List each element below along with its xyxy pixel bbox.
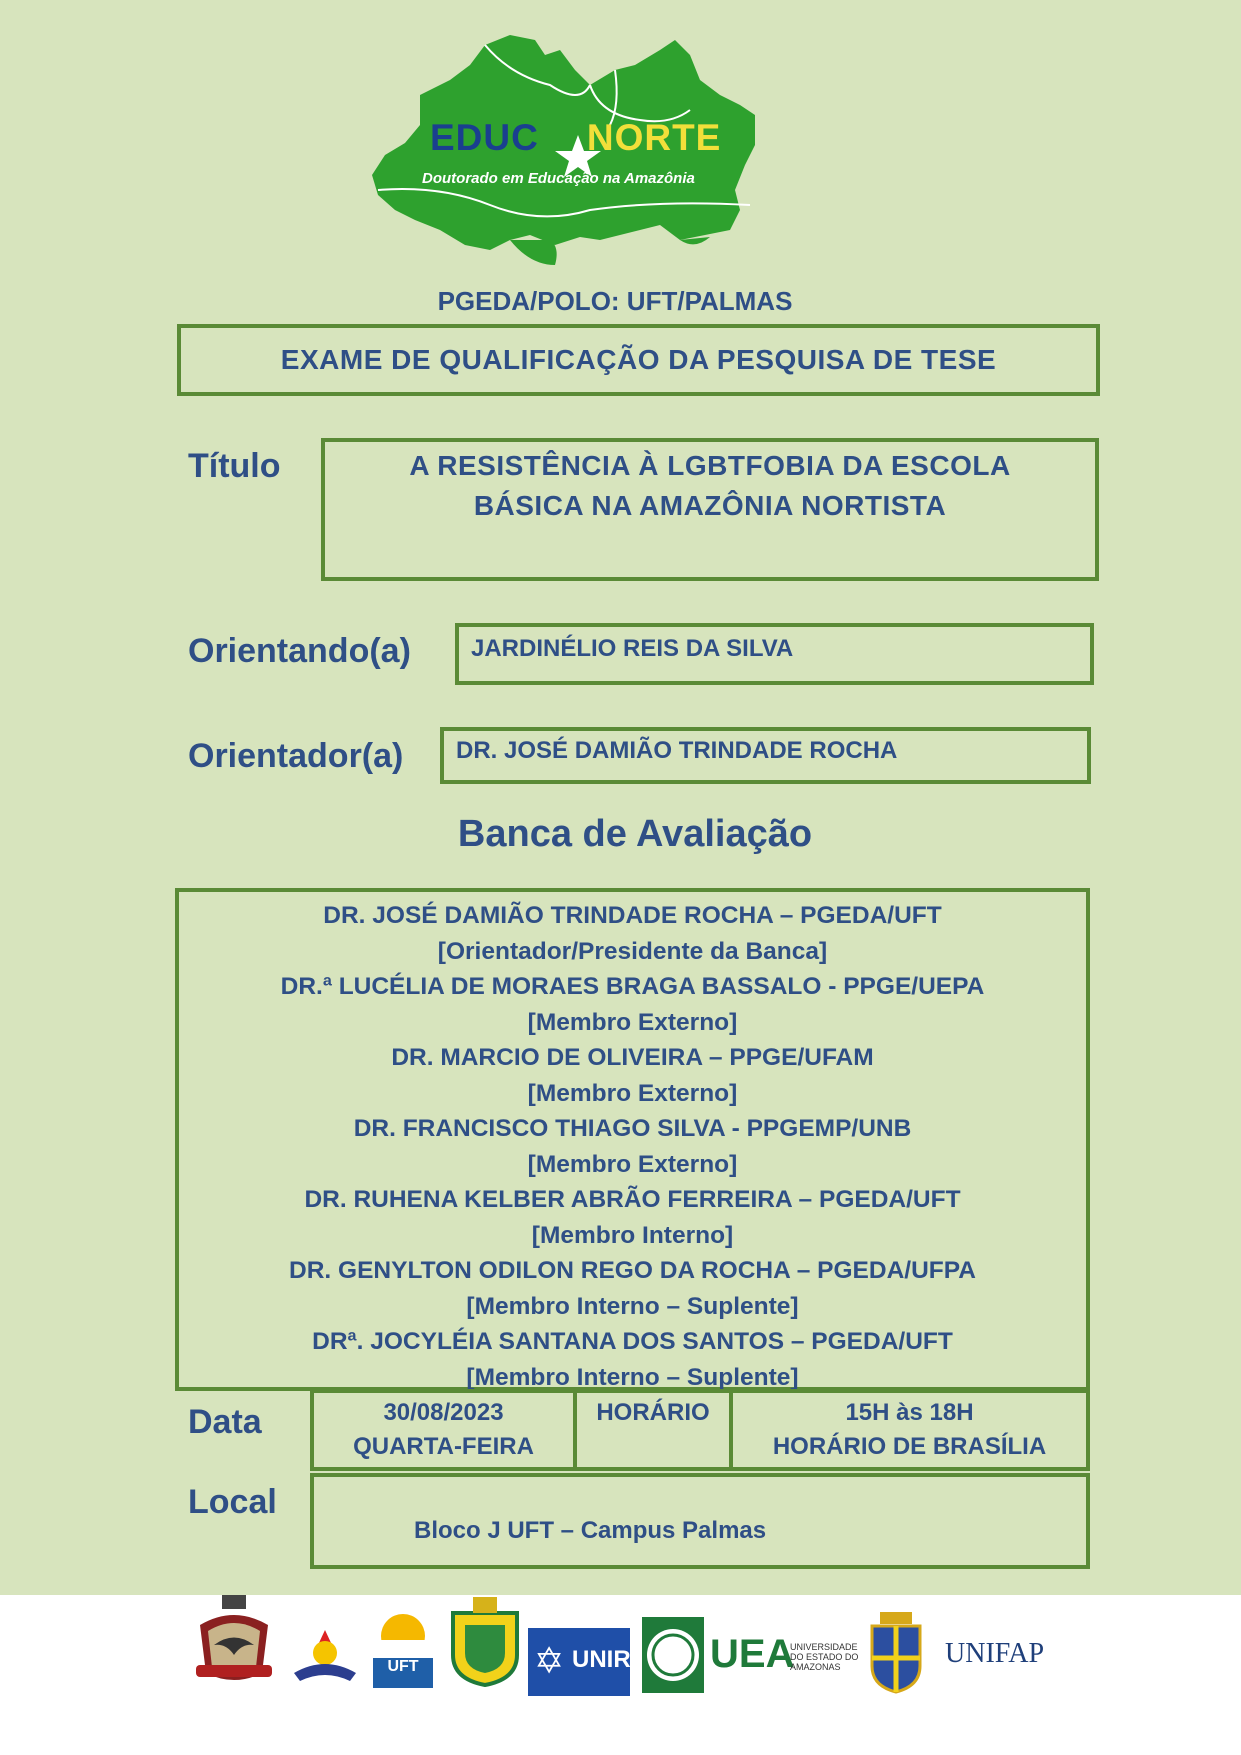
local-box bbox=[310, 1473, 1090, 1569]
banca-member-role: [Membro Interno – Suplente] bbox=[466, 1363, 799, 1391]
uft-logo bbox=[365, 1608, 441, 1694]
brand-tagline: Doutorado em Educação na Amazônia bbox=[422, 170, 695, 187]
uea-subtext-2: DO ESTADO DO bbox=[790, 1652, 859, 1662]
banca-member bbox=[179, 1324, 1086, 1395]
banca-member bbox=[179, 898, 1086, 969]
date-weekday: QUARTA-FEIRA bbox=[353, 1433, 534, 1460]
orientador-label: Orientador(a) bbox=[188, 737, 404, 775]
banca-member-role: [Membro Externo] bbox=[527, 1150, 738, 1178]
exam-title-box bbox=[177, 324, 1100, 396]
orientando-label: Orientando(a) bbox=[188, 632, 411, 670]
exam-title: EXAME DE QUALIFICAÇÃO DA PESQUISA DE TESE bbox=[280, 344, 997, 375]
orientador-box bbox=[440, 727, 1091, 784]
banca-member bbox=[179, 1111, 1086, 1182]
uea-text: UEA bbox=[710, 1632, 795, 1676]
uea-logo bbox=[710, 1630, 860, 1680]
banca-member-role: [Membro Interno – Suplente] bbox=[466, 1292, 799, 1320]
uft-text: UFT bbox=[387, 1658, 419, 1675]
uea-subtext-1: UNIVERSIDADE bbox=[790, 1642, 858, 1652]
sun-book-icon bbox=[290, 1625, 360, 1685]
uea-subtext-3: AMAZONAS bbox=[790, 1662, 841, 1672]
ufac-shield-icon bbox=[866, 1612, 926, 1696]
brand-name bbox=[430, 117, 770, 159]
local-label: Local bbox=[188, 1483, 277, 1521]
shield-crest-icon bbox=[443, 1595, 527, 1687]
orientador-name: DR. JOSÉ DAMIÃO TRINDADE ROCHA bbox=[456, 737, 898, 764]
brand-name-left: EDUC bbox=[430, 117, 539, 158]
polo-heading: PGEDA/POLO: UFT/PALMAS bbox=[437, 286, 793, 316]
banca-member-role: [Orientador/Presidente da Banca] bbox=[437, 937, 828, 965]
ufac-logo bbox=[866, 1612, 926, 1696]
partner-logo-4 bbox=[443, 1595, 527, 1687]
green-seal-icon bbox=[640, 1615, 706, 1695]
local-text: Bloco J UFT – Campus Palmas bbox=[414, 1517, 767, 1544]
crest-eagle-icon bbox=[192, 1595, 276, 1687]
banca-member-role: [Membro Externo] bbox=[527, 1079, 738, 1107]
data-label: Data bbox=[188, 1403, 262, 1441]
banca-member-name: DR. FRANCISCO THIAGO SILVA - PPGEMP/UNB bbox=[353, 1115, 912, 1142]
banca-list bbox=[179, 892, 1086, 1395]
banca-member-role: [Membro Interno] bbox=[531, 1221, 734, 1249]
banca-member-name: DR. RUHENA KELBER ABRÃO FERREIRA – PGEDA/UFT bbox=[304, 1186, 961, 1213]
banca-member-name: DR. GENYLTON ODILON REGO DA ROCHA – PGEDA/UFPA bbox=[289, 1257, 976, 1284]
star-icon: ✡ bbox=[534, 1640, 565, 1681]
partner-logo-6 bbox=[640, 1615, 706, 1695]
thesis-title-box bbox=[321, 438, 1099, 581]
time-box bbox=[729, 1389, 1090, 1471]
unifap-logo bbox=[945, 1632, 1045, 1676]
banca-member bbox=[179, 1182, 1086, 1253]
banca-member bbox=[179, 969, 1086, 1040]
date-box bbox=[310, 1389, 577, 1471]
partner-logo-2 bbox=[290, 1625, 360, 1685]
banca-member-name: DR. MARCIO DE OLIVEIRA – PPGE/UFAM bbox=[391, 1044, 874, 1071]
time-zone: HORÁRIO DE BRASÍLIA bbox=[772, 1433, 1047, 1460]
unir-logo bbox=[528, 1628, 630, 1696]
horario-label-box bbox=[573, 1389, 733, 1471]
titulo-label: Título bbox=[188, 447, 281, 485]
banca-member-name: DRª. JOCYLÉIA SANTANA DOS SANTOS – PGEDA/UFT bbox=[312, 1328, 953, 1355]
banca-member-name: DR.ª LUCÉLIA DE MORAES BRAGA BASSALO - PPGE/UEPA bbox=[280, 973, 985, 1000]
banca-heading: Banca de Avaliação bbox=[457, 813, 813, 855]
orientando-box bbox=[455, 623, 1094, 685]
unir-text: UNIR bbox=[572, 1646, 631, 1673]
time-range: 15H às 18H bbox=[845, 1399, 974, 1426]
uft-sun-icon bbox=[365, 1608, 441, 1694]
banca-member bbox=[179, 1040, 1086, 1111]
unifesspa-logo bbox=[192, 1595, 276, 1687]
thesis-title-line-1: A RESISTÊNCIA À LGBTFOBIA DA ESCOLA bbox=[409, 450, 1011, 481]
educanorte-logo bbox=[360, 25, 830, 270]
orientando-name: JARDINÉLIO REIS DA SILVA bbox=[471, 635, 794, 662]
thesis-title-line-2: BÁSICA NA AMAZÔNIA NORTISTA bbox=[473, 490, 947, 521]
banca-box bbox=[175, 888, 1090, 1391]
banca-member-name: DR. JOSÉ DAMIÃO TRINDADE ROCHA – PGEDA/UFT bbox=[323, 902, 942, 929]
unifap-text: UNIFAP bbox=[945, 1638, 1045, 1669]
banca-member bbox=[179, 1253, 1086, 1324]
horario-label: HORÁRIO bbox=[596, 1399, 710, 1426]
banca-member-role: [Membro Externo] bbox=[527, 1008, 738, 1036]
date-day: 30/08/2023 bbox=[383, 1399, 504, 1426]
brand-name-right: NORTE bbox=[586, 117, 722, 158]
